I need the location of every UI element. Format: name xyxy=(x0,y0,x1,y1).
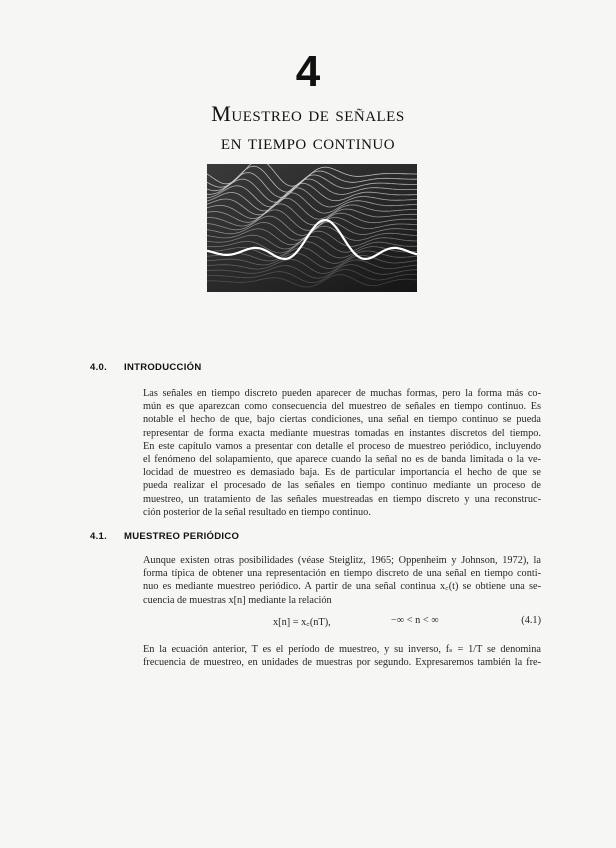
chapter-title xyxy=(0,100,616,156)
section-heading-muestreo-periodico xyxy=(90,531,239,542)
equation-label: (4.1) xyxy=(521,615,541,626)
equation-range: −∞ < n < ∞ xyxy=(391,615,439,626)
text-line: pueda realizar el procesado de las señales en tiempo continuo mediante un proceso de xyxy=(143,480,541,492)
text-line: Las señales en tiempo discreto pueden aparecer de muchas formas, pero la forma más co- xyxy=(143,388,541,399)
text-line: mún es que aparezcan como consecuencia del muestreo de señales en tiempo continuo. Es xyxy=(143,401,541,413)
sinusoidal-waves-image xyxy=(207,164,417,292)
text-line: Aunque existen otras posibilidades (véase Steiglitz, 1965; Oppenheim y Johnson, 1972), la xyxy=(143,555,541,566)
text-line: notable el hecho de que, bajo ciertas condiciones, una señal en tiempo continuo se pueda xyxy=(143,414,541,426)
text-line: locidad de muestreo es demasiado baja. Es de particular importancia el hecho de que se xyxy=(143,467,541,479)
text-line: En este capítulo vamos a presentar con detalle el proceso de muestreo periódico, incluyendo xyxy=(143,440,541,452)
section-number: 4.1. xyxy=(90,531,108,542)
section-sampling-paragraph xyxy=(143,554,541,607)
text-line: nuo es mediante muestreo periódico. A partir de una señal continua x꜀(t) se obtiene una se- xyxy=(143,581,541,593)
text-line: forma típica de obtener una representación en tiempo discreto de una señal en tiempo conti- xyxy=(143,568,541,580)
text-line: cuencia de muestras x[n] mediante la relación xyxy=(143,594,332,606)
chapter-title-line-2: en tiempo continuo xyxy=(220,129,396,154)
section-heading-introduccion xyxy=(90,362,202,373)
equation-expression: x[n] = x꜀(nT), xyxy=(273,617,331,628)
section-intro-paragraph xyxy=(143,387,541,519)
text-line: muestreo, un tratamiento de las señales muestreadas en tiempo discreto y una reconstruc- xyxy=(143,493,541,505)
text-line: el fenómeno del solapamiento, que aparece cuando la señal no es de banda limitada o la ve- xyxy=(143,454,541,466)
text-line: ción posterior de la señal resultado en tiempo continuo. xyxy=(143,506,371,518)
text-line: frecuencia de muestreo, en unidades de muestras por segundo. Expresaremos también la fre- xyxy=(143,657,541,669)
chapter-number: 4 xyxy=(295,47,321,96)
section-title: MUESTREO PERIÓDICO xyxy=(124,531,240,542)
chapter-title-line-1: Muestreo de señales xyxy=(211,101,405,126)
section-title: INTRODUCCIÓN xyxy=(124,362,202,373)
section-number: 4.0. xyxy=(90,362,108,373)
text-line: representar de forma exacta mediante muestras tomadas en instantes discretos del tiempo. xyxy=(143,427,541,439)
text-line: En la ecuación anterior, T es el período de muestreo, y su inverso, fₛ = 1/T se denomina xyxy=(143,644,541,655)
section-sampling-paragraph-continued xyxy=(143,643,541,669)
chapter-illustration xyxy=(207,164,417,292)
